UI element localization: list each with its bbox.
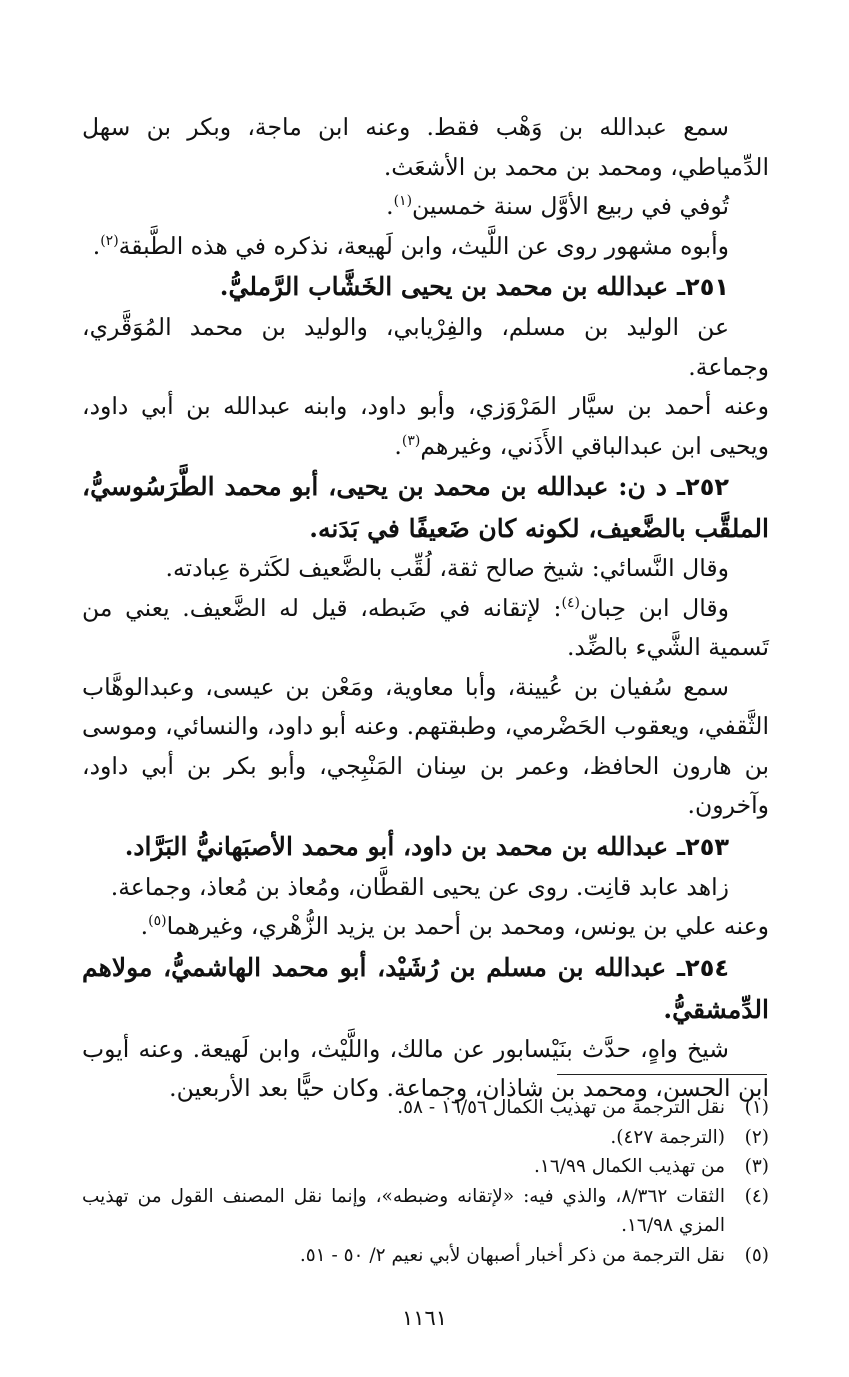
footnote: [82, 1123, 769, 1153]
entry-heading: ٢٥٣ـ عبدالله بن محمد بن داود، أبو محمد الأصبَهانيُّ البَرَّاد.: [124, 831, 729, 861]
entry-heading: ٢٥٢ـ د ن: عبدالله بن محمد بن يحيى، أبو محمد الطَّرَسُوسيُّ، الملقَّب بالضَّعيف، لكونه كان ضَعيفًا في بَدَنه.: [82, 472, 769, 543]
paragraph: وعنه أحمد بن سيَّار المَرْوَزي، وأبو داود، وابنه عبدالله بن أبي داود، ويحيى ابن عبدالباقي الأَذَني، وغيرهم$^{(٣)}$.: [82, 392, 769, 460]
footnote-number: (٥): [744, 1244, 769, 1266]
paragraph: زاهد عابد قانِت. روى عن يحيى القطَّان، ومُعاذ بن مُعاذ، وجماعة.: [110, 872, 729, 901]
footnote: [82, 1241, 769, 1271]
note-ref[interactable]: (١): [393, 193, 413, 210]
paragraph: تُوفي في ربيع الأوَّل سنة خمسين$^{(١)}$.: [386, 192, 729, 220]
note-ref[interactable]: (٤): [561, 594, 580, 611]
footnote-number: (١): [744, 1097, 769, 1118]
entry-heading: ٢٥١ـ عبدالله بن محمد بن يحيى الخَشَّاب الرَّمليُّ.: [219, 272, 729, 301]
paragraph: وقال ابن حِبان$^{(٤)}$: لإتقانه في ضَبطه، قيل له الضَّعيف. يعني من تَسمية الشَّيء بالضِّد.: [82, 593, 769, 661]
footnotes: [82, 1093, 769, 1270]
paragraph: سمع عبدالله بن وَهْب فقط. وعنه ابن ماجة، وبكر بن سهل الدِّمياطي، ومحمد بن محمد بن الأشعَث.: [82, 113, 769, 181]
page-number: ١١٦١: [401, 1306, 448, 1330]
footnote-number: (٢): [744, 1126, 769, 1148]
footnote-text: نقل الترجمة من تهذيب الكمال ١٦/٥٦ - ٥٨.: [397, 1097, 725, 1118]
paragraph: وأبوه مشهور روى عن اللَّيث، وابن لَهيعة، نذكره في هذه الطَّبقة$^{(٢)}$.: [92, 231, 729, 260]
entry-number: ٢٥٣ـ: [676, 832, 729, 861]
paragraph: عن الوليد بن مسلم، والفِرْيابي، والوليد بن محمد المُوَقَّري، وجماعة.: [82, 313, 769, 381]
paragraph: وعنه علي بن يونس، ومحمد بن أحمد بن يزيد الزُّهْري، وغيرهما$^{(٥)}$.: [140, 912, 769, 940]
footnote: [82, 1152, 769, 1182]
footnote-text: الثقات ٨/٣٦٢، والذي فيه: «لإتقانه وضبطه»، وإنما نقل المصنف القول من تهذيب المزي ١٦/٩٨.: [82, 1185, 726, 1236]
footnote-number: (٣): [744, 1156, 769, 1177]
paragraph: شيخ واهٍ، حدَّث بنَيْسابور عن مالك، واللَّيْث، وابن لَهيعة. وعنه أيوب ابن الحسن، ومحمد بن شاذان، وجماعة. وكان حيًّا بعد الأربعين.: [82, 1034, 769, 1102]
note-ref[interactable]: (٥): [148, 913, 167, 930]
footnote-number: (٤): [744, 1185, 769, 1207]
entry-number: ٢٥٢ـ: [676, 473, 729, 501]
footnote-text: (الترجمة ٤٢٧).: [610, 1126, 725, 1148]
note-ref[interactable]: (٢): [100, 232, 119, 249]
footnote-text: نقل الترجمة من ذكر أخبار أصبهان لأبي نعيم ٢/ ٥٠ - ٥١.: [299, 1244, 725, 1266]
footnote-text: من تهذيب الكمال ١٦/٩٩.: [534, 1156, 725, 1177]
body-text: [82, 108, 769, 1109]
note-ref[interactable]: (٣): [401, 432, 421, 449]
footnote: [82, 1182, 769, 1241]
footnote: [82, 1093, 769, 1123]
entry-heading: ٢٥٤ـ عبدالله بن مسلم بن رُشَيْد، أبو محمد الهاشميُّ، مولاهم الدِّمشقيُّ.: [82, 952, 769, 1024]
entry-number: ٢٥١ـ: [676, 273, 729, 301]
paragraph: سمع سُفيان بن عُيينة، وأبا معاوية، ومَعْن بن عيسى، وعبدالوهَّاب الثَّقفي، ويعقوب الحَضْرمي، وطبقتهم. وعنه أبو داود، والنسائي، وموسى بن هارون الحافظ، وعمر بن سِنان المَنْبِجي، وأبو بكر بن أبي داود، وآخرون.: [82, 672, 769, 819]
entry-number: ٢٥٤ـ: [676, 953, 729, 982]
footnote-separator: [557, 1074, 767, 1075]
paragraph: وقال النَّسائي: شيخ صالح ثقة، لُقِّب بالضَّعيف لكَثرة عِبادته.: [165, 554, 729, 582]
